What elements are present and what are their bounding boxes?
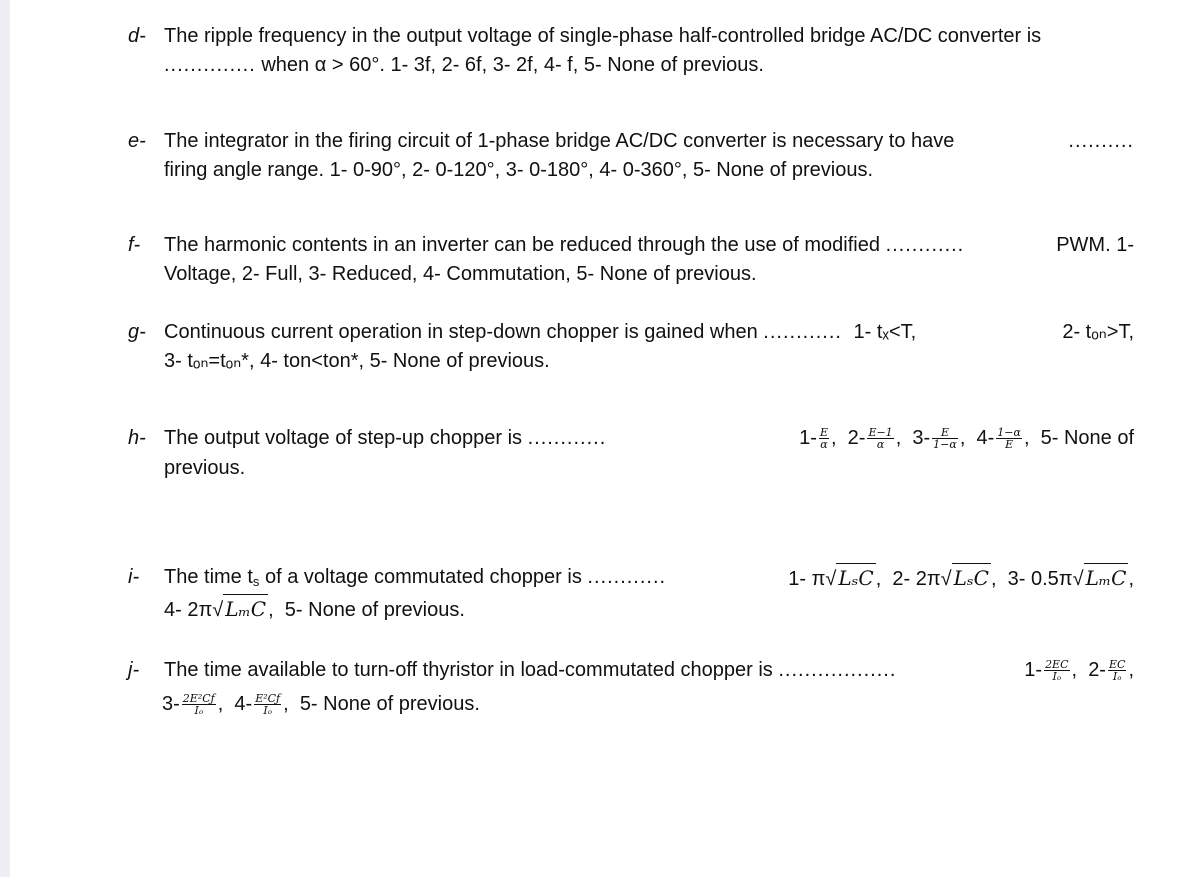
option-1-fraction: $\frac{E}{\alpha}$ xyxy=(819,426,828,452)
option-2-label: 2- xyxy=(847,427,866,449)
option-1-fraction: $\frac{2EC}{\text{Iₒ}}$ xyxy=(1045,658,1069,684)
question-text-line1: The harmonic contents in an inverter can be reduced through the use of modified xyxy=(164,234,880,256)
option-2-fraction: $\frac{EC}{\text{Iₒ}}$ xyxy=(1108,658,1126,684)
option-3-label: 3- xyxy=(912,427,931,449)
question-letter: d- xyxy=(128,25,146,47)
option-4-label: 4- xyxy=(976,427,995,449)
option-1: 1- tₓ<T, xyxy=(853,321,917,343)
question-text-line1: The time available to turn-off thyristor in load-commutated chopper is xyxy=(164,659,773,681)
question-letter: j- xyxy=(128,659,140,681)
question-d xyxy=(128,22,1134,80)
options-row: 1- $\frac{2EC}{\text{Iₒ}}$ , 2- $\frac{EC}{\text{Iₒ}}$ , xyxy=(1024,658,1134,684)
question-text-line1: The ripple frequency in the output voltage of single-phase half-controlled bridge AC/DC converter is xyxy=(164,25,1042,47)
question-h xyxy=(128,424,1134,483)
answer-blank: ............ xyxy=(587,566,667,588)
question-e xyxy=(128,127,1134,185)
subscript-s: s xyxy=(252,574,260,589)
answer-blank: .............. xyxy=(164,54,256,76)
question-text-line2: when α > 60°. 1- 3f, 2- 6f, 3- 2f, 4- f, 5- None of previous. xyxy=(261,54,764,76)
question-text-line2: Voltage, 2- Full, 3- Reduced, 4- Commutation, 5- None of previous. xyxy=(164,263,757,285)
question-letter: i- xyxy=(128,566,140,588)
option-1-sqrt: √ LₛC xyxy=(825,563,875,594)
answer-blank: ............ xyxy=(885,234,965,256)
question-text-line1b: of a voltage commutated chopper is xyxy=(264,566,582,588)
option-3-label: 3- 0.5π xyxy=(1007,568,1073,590)
question-text-line2: previous. xyxy=(164,457,246,479)
question-text-line1: Continuous current operation in step-down chopper is gained when xyxy=(164,321,758,343)
answer-blank: ............ xyxy=(763,321,842,343)
question-letter: e- xyxy=(128,130,146,152)
answer-blank: .................. xyxy=(778,659,897,681)
question-text-line2: firing angle range. 1- 0-90°, 2- 0-120°, 3- 0-180°, 4- 0-360°, 5- None of previous. xyxy=(164,159,874,181)
options-row: 1- $\frac{E}{\alpha}$ , 2- $\frac{E-1}{\alpha}$ , 3- $\frac{E}{1-\alpha}$ , 4- $\frac{1-\alpha}{E}$ , 5- None of xyxy=(799,426,1134,452)
option-4-fraction: $\frac{\text{E²Cƒ}}{\text{Iₒ}}$ xyxy=(255,692,281,718)
question-letter: h- xyxy=(128,427,146,449)
option-3-fraction: $\frac{E}{1-\alpha}$ xyxy=(933,426,957,452)
option-4-label: 4- xyxy=(234,693,253,715)
question-text-line1: The output voltage of step-up chopper is xyxy=(164,427,523,449)
option-3-label: 3- xyxy=(162,693,180,715)
question-j: j- The time available to turn-off thyristor in load-commutated chopper is .................. 1- $\frac{2EC}{\text{Iₒ}}$ , 2- $\frac{EC}{\text{Iₒ}}$ , 3- $\frac{\text{2E²Cƒ}}{\text{Iₒ}}$ , 4- $\frac{\text{E²Cƒ}}{\text{Iₒ}}$ , 5- None of previous. xyxy=(128,656,1134,724)
question-text-line2: 3- tₒₙ=tₒₙ*, 4- ton<ton*, 5- None of previous. xyxy=(164,350,550,372)
option-4-label: 4- 2π xyxy=(164,599,213,621)
option-2-fraction: $\frac{E-1}{\alpha}$ xyxy=(868,426,893,452)
question-text-line1-end: PWM. 1- xyxy=(1056,234,1134,256)
options-row: 1- π√ LₛC , 2- 2π√ LₛC , 3- 0.5π√ LₘC , xyxy=(788,563,1134,594)
answer-blank: ............ xyxy=(527,427,607,449)
option-2-label: 2- xyxy=(1088,659,1106,681)
option-1-label: 1- xyxy=(1024,659,1043,681)
question-text-line1: The integrator in the firing circuit of 1-phase bridge AC/DC converter is necessary to have xyxy=(164,130,955,152)
option-5: 5- None of previous. xyxy=(284,599,465,621)
option-2-label: 2- 2π xyxy=(892,568,941,590)
question-i: i- The time $t_s$ of a voltage commutated chopper is ............ 1- π√ LₛC , 2- 2π√ LₛC , 3- 0.5π√ LₘC , 4- 2π√ LₘC , 5- None of previous. xyxy=(128,563,1134,625)
page-left-edge xyxy=(0,0,10,877)
question-letter: g- xyxy=(128,321,146,343)
option-3-fraction: $\frac{\text{2E²Cƒ}}{\text{Iₒ}}$ xyxy=(182,692,215,718)
question-g xyxy=(128,318,1134,376)
option-1-label: 1- xyxy=(799,427,817,449)
option-4-fraction: $\frac{1-\alpha}{E}$ xyxy=(997,426,1021,452)
option-5: 5- None of xyxy=(1040,427,1134,449)
question-letter: f- xyxy=(128,234,141,256)
option-3-sqrt: √ LₘC xyxy=(1073,563,1129,594)
option-2: 2- tₒₙ>T, xyxy=(1062,321,1134,343)
option-5: 5- None of previous. xyxy=(299,693,480,715)
option-1-label: 1- π xyxy=(788,568,826,590)
question-text-line1a: The time t xyxy=(164,566,253,588)
option-4-sqrt: √ LₘC xyxy=(212,594,268,625)
answer-blank: .......... xyxy=(1068,130,1134,152)
option-2-sqrt: √ LₛC xyxy=(941,563,991,594)
question-f xyxy=(128,231,1134,289)
